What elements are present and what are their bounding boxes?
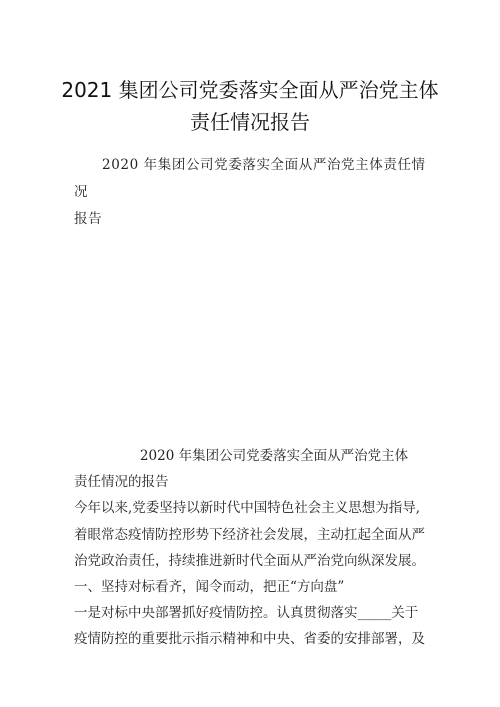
paragraph-2-line-1: 一是对标中央部署抓好疫情防控。认真贯彻落实_____关于 — [74, 605, 419, 622]
document-title-line-2: 责任情况报告 — [190, 110, 310, 134]
section-1-heading: 一、坚持对标看齐，闻令而动，把正“方向盘” — [74, 579, 345, 596]
fill-blank: _____ — [357, 605, 392, 622]
paragraph-1-line-1: 今年以来,党委坚持以新时代中国特色社会主义思想为指导, — [74, 500, 421, 517]
document-body — [74, 443, 434, 653]
paragraph-1-line-2: 着眼常态疫情防控形势下经济社会发展，主动扛起全面从严 — [74, 526, 425, 543]
paragraph-2-line-2: 疫情防控的重要批示指示精神和中央、省委的安排部署，及 — [74, 631, 425, 648]
body-heading-line-1: 2020 年集团公司党委落实全面从严治党主体 — [139, 448, 409, 464]
document-intro-line-1: 2020 年集团公司党委落实全面从严治党主体责任情况 — [74, 157, 426, 200]
document-title — [0, 74, 500, 138]
body-heading-line-2: 责任情况的报告 — [74, 474, 169, 491]
document-title-line-1: 2021 集团公司党委落实全面从严治党主体 — [61, 78, 439, 102]
document-intro — [74, 152, 434, 233]
document-intro-line-2: 报告 — [74, 211, 103, 227]
paragraph-1-line-3: 治党政治责任，持续推进新时代全面从严治党向纵深发展。 — [74, 552, 425, 569]
